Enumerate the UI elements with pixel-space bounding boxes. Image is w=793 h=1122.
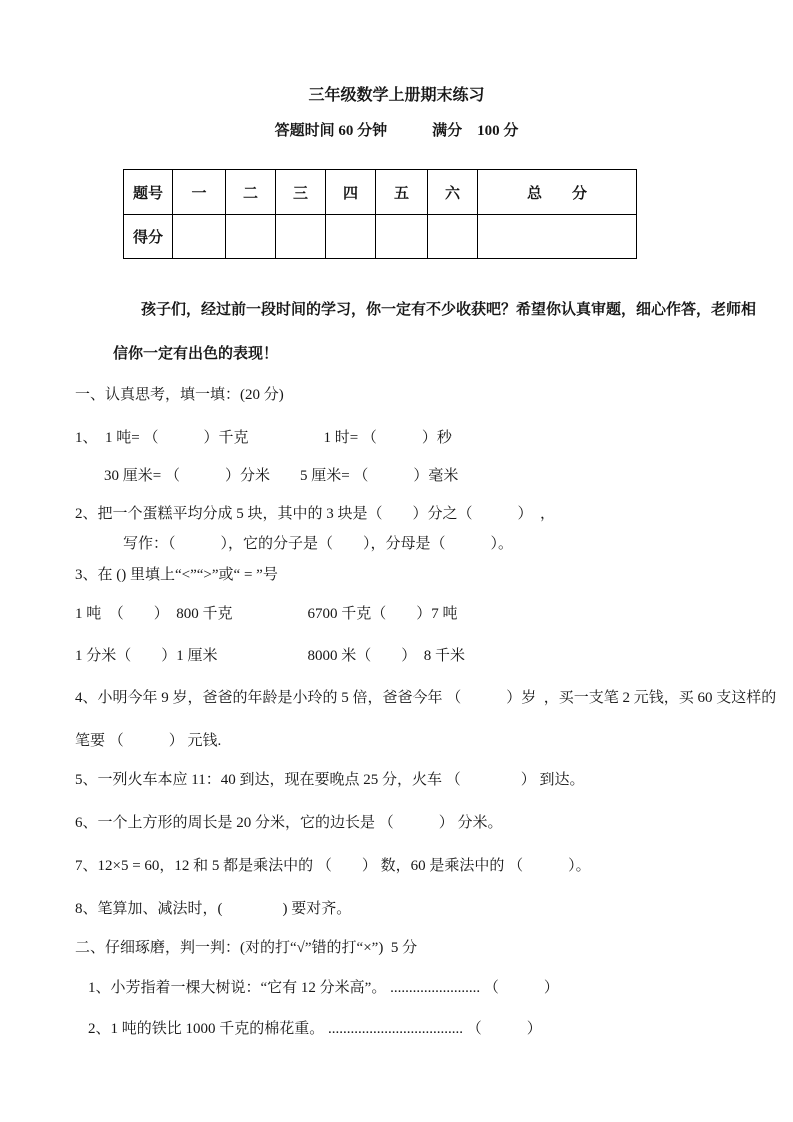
intro-line-2: 信你一定有出色的表现！ (113, 346, 279, 362)
section1-q7: 7、12×5 = 60，12 和 5 都是乘法中的 （ ） 数，60 是乘法中的 （ ）。 (75, 858, 591, 874)
score-cell-empty (478, 215, 637, 259)
score-table-header-row (124, 170, 637, 215)
score-table-header-cell: 一 (173, 170, 226, 215)
score-table (123, 169, 637, 259)
section2-q2: 2、1 吨的铁比 1000 千克的棉花重。 .................................... （ ） (88, 1021, 542, 1037)
section1-q3-line2: 1 分米（ ）1 厘米 8000 米（ ） 8 千米 (75, 648, 466, 664)
exam-info-subtitle: 答题时间 60 分钟 满分 100 分 (274, 123, 519, 139)
section1-q5: 5、一列火车本应 11：40 到达，现在要晚点 25 分，火车 （ ） 到达。 (75, 772, 585, 788)
section1-q6: 6、一个上方形的周长是 20 分米，它的边长是 （ ） 分米。 (75, 815, 503, 831)
score-row-label: 得分 (124, 215, 173, 259)
section1-q1-line2: 30 厘米= （ ）分米 5 厘米= （ ）毫米 (104, 468, 459, 484)
score-table-header-cell: 六 (428, 170, 478, 215)
score-cell-empty (428, 215, 478, 259)
section1-q8: 8、笔算加、减法时，( ) 要对齐。 (75, 901, 352, 917)
section1-heading: 一、认真思考，填一填：(20 分) (75, 387, 284, 403)
section1-q1-line1: 1、 1 吨= （ ）千克 1 时= （ ）秒 (75, 430, 452, 446)
section1-q2-line2: 写作：（ ），它的分子是（ ），分母是（ ）。 (123, 536, 514, 552)
score-cell-empty (326, 215, 376, 259)
intro-line-1: 孩子们，经过前一段时间的学习，你一定有不少收获吧？希望你认真审题，细心作答，老师相 (141, 302, 757, 318)
page-title: 三年级数学上册期末练习 (308, 87, 485, 104)
section1-q4-line2: 笔要 （ ） 元钱. (75, 733, 222, 749)
score-cell-empty (173, 215, 226, 259)
score-table-header-cell: 二 (226, 170, 276, 215)
score-table-score-row (124, 215, 637, 259)
score-cell-empty (376, 215, 428, 259)
section2-heading: 二、仔细琢磨，判一判：(对的打“√”错的打“×”) 5 分 (75, 940, 418, 956)
score-table-header-cell: 题号 (124, 170, 173, 215)
score-table-header-cell: 四 (326, 170, 376, 215)
section1-q2-line1: 2、把一个蛋糕平均分成 5 块，其中的 3 块是（ ）分之（ ） ， (75, 506, 556, 522)
section1-q3-line1: 1 吨 （ ） 800 千克 6700 千克（ ）7 吨 (75, 606, 458, 622)
score-cell-empty (276, 215, 326, 259)
score-cell-empty (226, 215, 276, 259)
section1-q3-heading: 3、在 () 里填上“<”“>”或“ = ”号 (75, 567, 278, 583)
section1-q4-line1: 4、小明今年 9 岁，爸爸的年龄是小玲的 5 倍，爸爸今年 （ ）岁 ，买一支笔 2 元钱，买 60 支这样的 (75, 690, 777, 706)
score-table-header-cell: 总 分 (478, 170, 637, 215)
score-table-header-cell: 三 (276, 170, 326, 215)
section2-q1: 1、小芳指着一棵大树说：“它有 12 分米高”。 ........................ （ ） (88, 980, 559, 996)
score-table-header-cell: 五 (376, 170, 428, 215)
